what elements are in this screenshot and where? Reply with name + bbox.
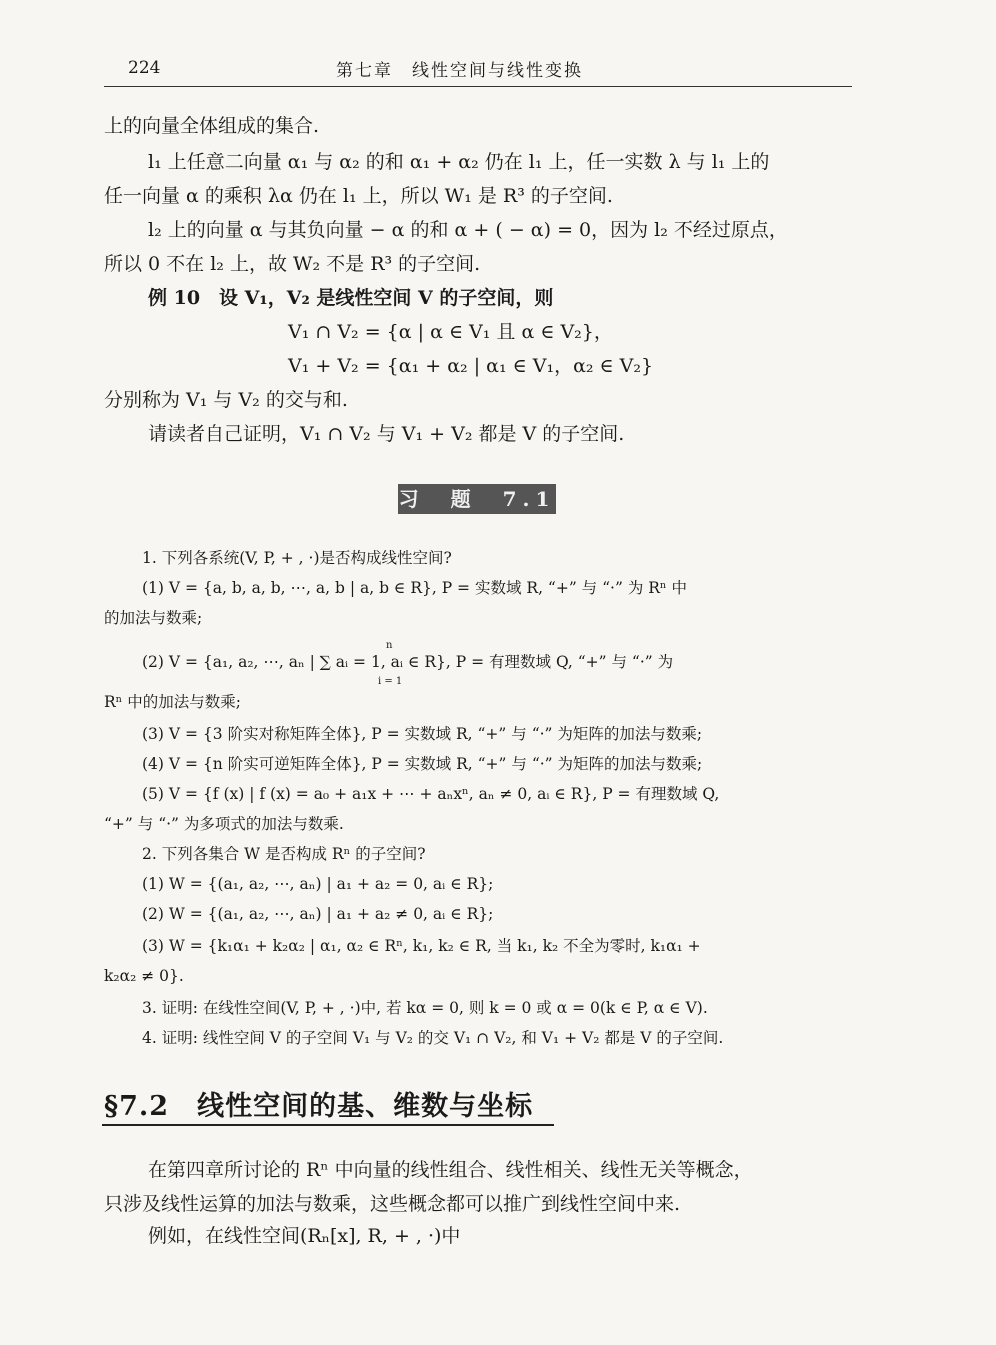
exercise-line: (5) V = {f (x) | f (x) = a₀ + a₁x + ⋯ + aₙxⁿ, aₙ ≠ 0, aᵢ ∈ R}, P = 有理数域 Q, (142, 785, 720, 803)
exercise-line: 2. 下列各集合 W 是否构成 Rⁿ 的子空间? (142, 845, 426, 863)
exercise-line: “+” 与 “·” 为多项式的加法与数乘. (104, 815, 344, 833)
section-rule (102, 1124, 554, 1126)
exercise-heading-box (398, 484, 556, 514)
exercise-line: (1) W = {(a₁, a₂, ⋯, aₙ) | a₁ + a₂ = 0, aᵢ ∈ R}; (142, 875, 494, 893)
exercise-line: (2) W = {(a₁, a₂, ⋯, aₙ) | a₁ + a₂ ≠ 0, aᵢ ∈ R}; (142, 905, 494, 923)
exercise-line: k₂α₂ ≠ 0}. (104, 967, 184, 985)
header-rule (104, 86, 852, 87)
text-line: 分别称为 V₁ 与 V₂ 的交与和. (104, 389, 348, 411)
section-heading: §7.2 线性空间的基、维数与坐标 (104, 1091, 534, 1122)
exercise-line: 1. 下列各系统(V, P, + , ·)是否构成线性空间? (142, 549, 452, 567)
text-line: 例如，在线性空间(Rₙ[x], R, + , ·)中 (148, 1225, 461, 1247)
exercise-line: 3. 证明: 在线性空间(V, P, + , ·)中, 若 kα = 0, 则 k = 0 或 α = 0(k ∈ P, α ∈ V). (142, 999, 708, 1017)
exercise-line: (1) V = {a, b, a, b, ⋯, a, b | a, b ∈ R}, P = 实数域 R, “+” 与 “·” 为 Rⁿ 中 (142, 579, 688, 597)
sum-lower-limit: i = 1 (378, 676, 403, 687)
exercise-line: (4) V = {n 阶实可逆矩阵全体}, P = 实数域 R, “+” 与 “·” 为矩阵的加法与数乘; (142, 755, 703, 773)
exercise-line: (3) W = {k₁α₁ + k₂α₂ | α₁, α₂ ∈ Rⁿ, k₁, k₂ ∈ R, 当 k₁, k₂ 不全为零时, k₁α₁ + (142, 937, 701, 955)
formula-intersection: V₁ ∩ V₂ = {α | α ∈ V₁ 且 α ∈ V₂}， (288, 321, 613, 343)
sum-upper-limit: n (386, 640, 393, 651)
formula-sum: V₁ + V₂ = {α₁ + α₂ | α₁ ∈ V₁，α₂ ∈ V₂} (288, 355, 654, 377)
page-number: 224 (128, 58, 161, 78)
exercise-line: 的加法与数乘; (104, 609, 203, 627)
text-line: 任一向量 α 的乘积 λα 仍在 l₁ 上，所以 W₁ 是 R³ 的子空间. (104, 185, 613, 207)
exercise-line: (3) V = {3 阶实对称矩阵全体}, P = 实数域 R, “+” 与 “·” 为矩阵的加法与数乘; (142, 725, 703, 743)
text-line: 只涉及线性运算的加法与数乘，这些概念都可以推广到线性空间中来. (104, 1193, 681, 1215)
text-line: l₁ 上任意二向量 α₁ 与 α₂ 的和 α₁ + α₂ 仍在 l₁ 上，任一实数 λ 与 l₁ 上的 (148, 151, 770, 173)
text-line: 所以 0 不在 l₂ 上，故 W₂ 不是 R³ 的子空间. (104, 253, 481, 275)
exercise-line: Rⁿ 中的加法与数乘; (104, 693, 242, 711)
text-line: 上的向量全体组成的集合. (104, 115, 320, 137)
exercise-line: (2) V = {a₁, a₂, ⋯, aₙ | ∑ aᵢ = 1, aᵢ ∈ R}, P = 有理数域 Q, “+” 与 “·” 为 (142, 653, 674, 671)
chapter-header: 第七章 线性空间与线性变换 (336, 61, 583, 81)
text-line: l₂ 上的向量 α 与其负向量 − α 的和 α + ( − α) = 0，因为 l₂ 不经过原点， (148, 219, 788, 241)
example-heading: 例 10 设 V₁，V₂ 是线性空间 V 的子空间，则 (148, 287, 554, 309)
exercise-heading: 习 题 7.1 (398, 487, 556, 511)
text-line: 在第四章所讨论的 Rⁿ 中向量的线性组合、线性相关、线性无关等概念， (148, 1159, 753, 1181)
text-line: 请读者自己证明，V₁ ∩ V₂ 与 V₁ + V₂ 都是 V 的子空间. (148, 423, 625, 445)
exercise-line: 4. 证明: 线性空间 V 的子空间 V₁ 与 V₂ 的交 V₁ ∩ V₂, 和 V₁ + V₂ 都是 V 的子空间. (142, 1029, 724, 1047)
